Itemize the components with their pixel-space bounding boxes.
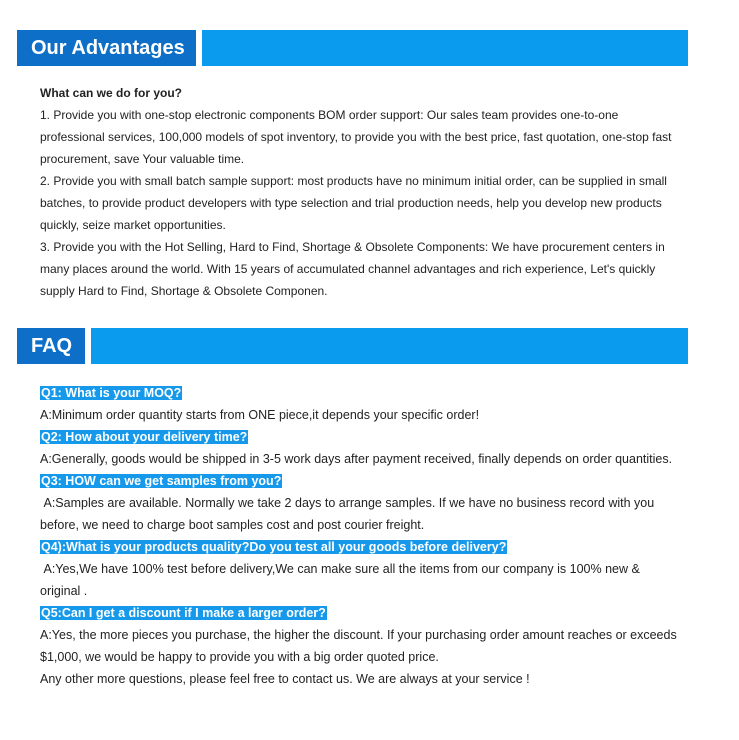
faq-question-label: Q1: What is your MOQ?	[41, 386, 182, 400]
faq-question-label: Q3: HOW can we get samples from you?	[41, 474, 282, 488]
advantages-banner	[17, 30, 688, 66]
faq-banner-bar	[91, 328, 688, 364]
faq-question-2	[40, 426, 680, 448]
faq-closing: Any other more questions, please feel free to contact us. We are always at your service !	[40, 672, 530, 686]
faq-answer-4: A:Yes,We have 100% test before delivery,We can make sure all the items from our company is 100% new & original .	[40, 562, 644, 598]
faq-question-5	[40, 602, 680, 624]
faq-answer-3: A:Samples are available. Normally we take 2 days to arrange samples. If we have no business record with you before, we need to charge boot samples cost and post courier freight.	[40, 496, 658, 532]
faq-answer-5: A:Yes, the more pieces you purchase, the higher the discount. If your purchasing order amount reaches or exceeds $1,000, we would be happy to provide you with a big order quoted price.	[40, 628, 677, 664]
advantages-question: What can we do for you?	[40, 86, 183, 100]
faq-question-label: Q4):What is your products quality?Do you test all your goods before delivery?	[41, 540, 507, 554]
advantages-title: Our Advantages	[17, 30, 196, 66]
advantage-item-2: 2. Provide you with small batch sample support: most products have no minimum initial order, can be supplied in small batches, to provide product developers with type selection and trial production needs, help you develop new products quickly, seize market opportunities.	[40, 174, 667, 232]
advantage-item-3: 3. Provide you with the Hot Selling, Hard to Find, Shortage & Obsolete Components: We have procurement centers in many places around the world. With 15 years of accumulated channel advantages and rich experience, Let's quickly supply Hard to Find, Shortage & Obsolete Componen.	[40, 240, 665, 298]
faq-question-1	[40, 382, 680, 404]
faq-answer-1: A:Minimum order quantity starts from ONE piece,it depends your specific order!	[40, 408, 480, 422]
faq-banner	[17, 328, 688, 364]
faq-question-label: Q5:Can I get a discount if I make a larger order?	[41, 606, 326, 620]
advantages-section	[40, 82, 680, 302]
faq-title: FAQ	[17, 328, 85, 364]
faq-question-4	[40, 536, 680, 558]
faq-question-3	[40, 470, 680, 492]
faq-section	[40, 382, 680, 690]
advantages-banner-bar	[202, 30, 688, 66]
advantage-item-1: 1. Provide you with one-stop electronic components BOM order support: Our sales team provides one-to-one professional services, 100,000 models of spot inventory, to provide you with the best price, fast quotation, one-stop fast procurement, save Your valuable time.	[40, 108, 672, 166]
faq-question-label: Q2: How about your delivery time?	[41, 430, 248, 444]
faq-answer-2: A:Generally, goods would be shipped in 3-5 work days after payment received, finally depends on order quantities.	[40, 452, 673, 466]
